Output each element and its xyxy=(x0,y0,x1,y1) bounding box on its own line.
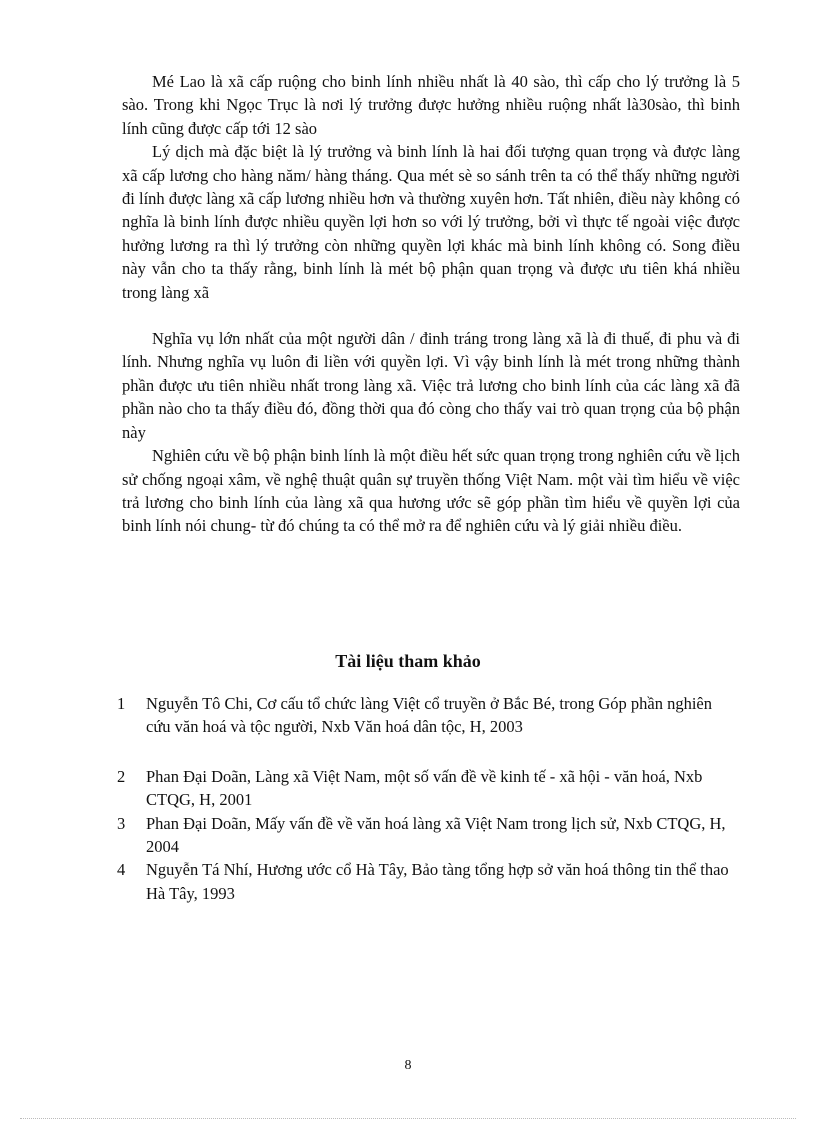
paragraph-1: Mé Lao là xã cấp ruộng cho binh lính nhiều nhất là 40 sào, thì cấp cho lý trưởng là 5 sào. Trong khi Ngọc Trục là nơi lý trưởng được hưởng nhiều ruộng nhất là30sào, thì binh lính cũng được cấp tới 12 sào xyxy=(122,72,740,138)
paragraph-2: Lý dịch mà đặc biệt là lý trưởng và binh lính là hai đối tượng quan trọng và được làng xã cấp lương cho hàng năm/ hàng tháng. Qua mét sè so sánh trên ta có thể thấy những người đi lính được làng xã cấp lương nhiều hơn và thường xuyên hơn. Tất nhiên, điều này không có nghĩa là binh lính được nhiều quyền lợi hơn so với lý trưởng, bởi vì thực tế ngoài việc được hưởng lương ra thì lý trưởng còn những quyền lợi khác mà binh lính không có. Song điều này vẫn cho ta thấy rằng, binh lính là mét bộ phận quan trọng và được ưu tiên khá nhiều trong làng xã xyxy=(122,142,740,302)
reference-text: Nguyễn Tá Nhí, Hương ước cổ Hà Tây, Bảo tàng tổng hợp sở văn hoá thông tin thể thao Hà Tây, 1993 xyxy=(146,860,729,903)
reference-text: Phan Đại Doãn, Mấy vấn đề về văn hoá làng xã Việt Nam trong lịch sử, Nxb CTQG, H, 2004 xyxy=(146,813,726,857)
paragraph-4: Nghiên cứu về bộ phận binh lính là một điều hết sức quan trọng trong nghiên cứu về lịch sử chống ngoại xâm, về nghệ thuật quân sự truyền thống Việt Nam. một vài tìm hiểu về việc trả lương cho binh lính của làng xã qua hương ước sẽ góp phần tìm hiểu về quyền lợi của binh lính nói chung- từ đó chúng ta có thể mở ra để nghiên cứu và lý giải nhiều điều. xyxy=(122,446,740,536)
reference-item xyxy=(117,692,737,739)
reference-item xyxy=(117,858,737,905)
reference-number: 1 xyxy=(117,694,126,713)
paragraph-3: Nghĩa vụ lớn nhất của một người dân / đinh tráng trong làng xã là đi thuế, đi phu và đi lính. Nhưng nghĩa vụ luôn đi liền với quyền lợi. Vì vậy binh lính là mét trong những thành phần được ưu tiên nhiều nhất trong làng xã. Việc trả lương cho binh lính của các làng xã đã phần nào cho ta thấy điều đó, đồng thời qua đó còng cho thấy vai trò quan trọng của bộ phận này xyxy=(122,329,740,442)
references-heading: Tài liệu tham khảo xyxy=(335,651,481,671)
reference-number: 4 xyxy=(117,860,126,880)
references-list xyxy=(117,692,737,905)
reference-text: Phan Đại Doãn, Làng xã Việt Nam, một số vấn đề về kinh tế - xã hội - văn hoá, Nxb CTQG, H, 2001 xyxy=(146,766,703,810)
reference-text: Nguyễn Tô Chi, Cơ cấu tổ chức làng Việt cổ truyền ở Bắc Bé, trong Góp phần nghiên cứu văn hoá và tộc người, Nxb Văn hoá dân tộc, H, 2003 xyxy=(146,694,712,737)
reference-item xyxy=(117,765,737,812)
page-number: 8 xyxy=(404,1058,412,1073)
reference-spacer xyxy=(117,739,737,765)
page-bottom-rule xyxy=(20,1118,796,1119)
paragraph-spacer xyxy=(122,304,740,327)
reference-item xyxy=(117,812,737,859)
reference-number: 2 xyxy=(117,766,126,786)
body-text xyxy=(122,70,740,538)
reference-number: 3 xyxy=(117,813,126,833)
